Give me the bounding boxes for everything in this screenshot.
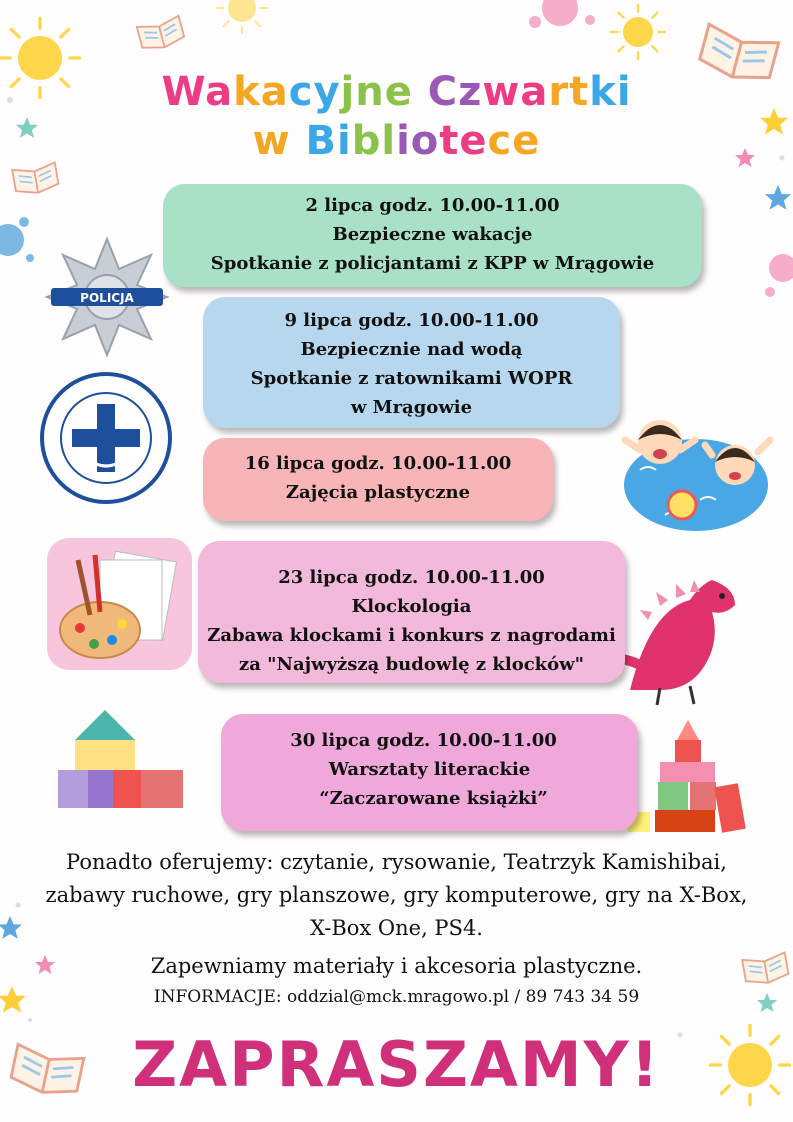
event-date: 30 lipca godz. 10.00-11.00 [290,730,557,751]
page-title [0,67,793,117]
swimming-kids-icon [624,420,770,531]
event-card [163,184,702,287]
toy-blocks-icon [628,720,746,833]
event-card [203,438,553,521]
open-book-icon [12,162,59,196]
title-fragment: te [439,118,488,164]
event-description: Zabawa klockami i konkurs z nagrodami [207,625,616,646]
title-fragment: Wa [161,69,234,115]
event-card [221,714,638,831]
event-title: Klockologia [351,596,472,617]
event-title: Zajęcia plastyczne [285,482,471,503]
palette-icon [47,538,192,670]
title-fragment: io [396,118,440,164]
event-description: Spotkanie z policjantami z KPP w Mrągowie [210,253,655,274]
open-book-icon [137,16,186,53]
extras-text: Ponadto oferujemy: czytanie, rysowanie, Teatrzyk Kamishibai, zabawy ruchowe, gry planszowe, gry komputerowe, gry na X-Box, X-Box One, PS4. [45,850,748,940]
title-fragment: cy [288,69,341,115]
title-fragment: ce [487,118,541,164]
page-subtitle [0,116,793,166]
title-fragment: rt [548,69,590,115]
title-fragment: wa [482,69,549,115]
title-fragment: w [252,118,306,164]
event-date: 23 lipca godz. 10.00-11.00 [278,567,545,588]
event-card [203,297,620,428]
star-icon [765,185,791,210]
event-title: Warsztaty literackie [328,759,531,780]
event-description: Spotkanie z ratownikami WOPR [250,368,573,389]
invite-banner: ZAPRASZAMY! [132,1028,661,1101]
toy-blocks-icon [58,710,183,808]
sun-icon [611,5,665,59]
title-fragment: Bi [305,118,352,164]
event-description: w Mrągowie [350,397,473,418]
paint-splash-icon [0,217,34,262]
event-date: 16 lipca godz. 10.00-11.00 [244,453,512,474]
wopr-logo-icon [42,374,170,502]
contact-info: INFORMACJE: oddzial@mck.mragowo.pl / 89 743 34 59 [153,987,640,1007]
sun-icon [217,0,267,33]
title-fragment: Cz [427,69,483,115]
materials-text: Zapewniamy materiały i akcesoria plastyczne. [150,954,643,978]
police-badge-icon [47,239,167,355]
event-description: za "Najwyższą budowlę z klocków" [238,654,585,675]
title-fragment: jne [340,69,428,115]
event-card [198,541,625,683]
event-date: 2 lipca godz. 10.00-11.00 [305,195,560,216]
title-fragment: bl [351,118,397,164]
event-title: Bezpieczne wakacje [332,224,533,245]
event-description: “Zaczarowane książki” [319,788,548,809]
title-fragment: ki [589,69,632,115]
event-title: Bezpiecznie nad wodą [300,339,523,360]
event-date: 9 lipca godz. 10.00-11.00 [284,310,539,331]
title-fragment: ka [233,69,289,115]
svg-text:POLICJA: POLICJA [80,291,134,305]
